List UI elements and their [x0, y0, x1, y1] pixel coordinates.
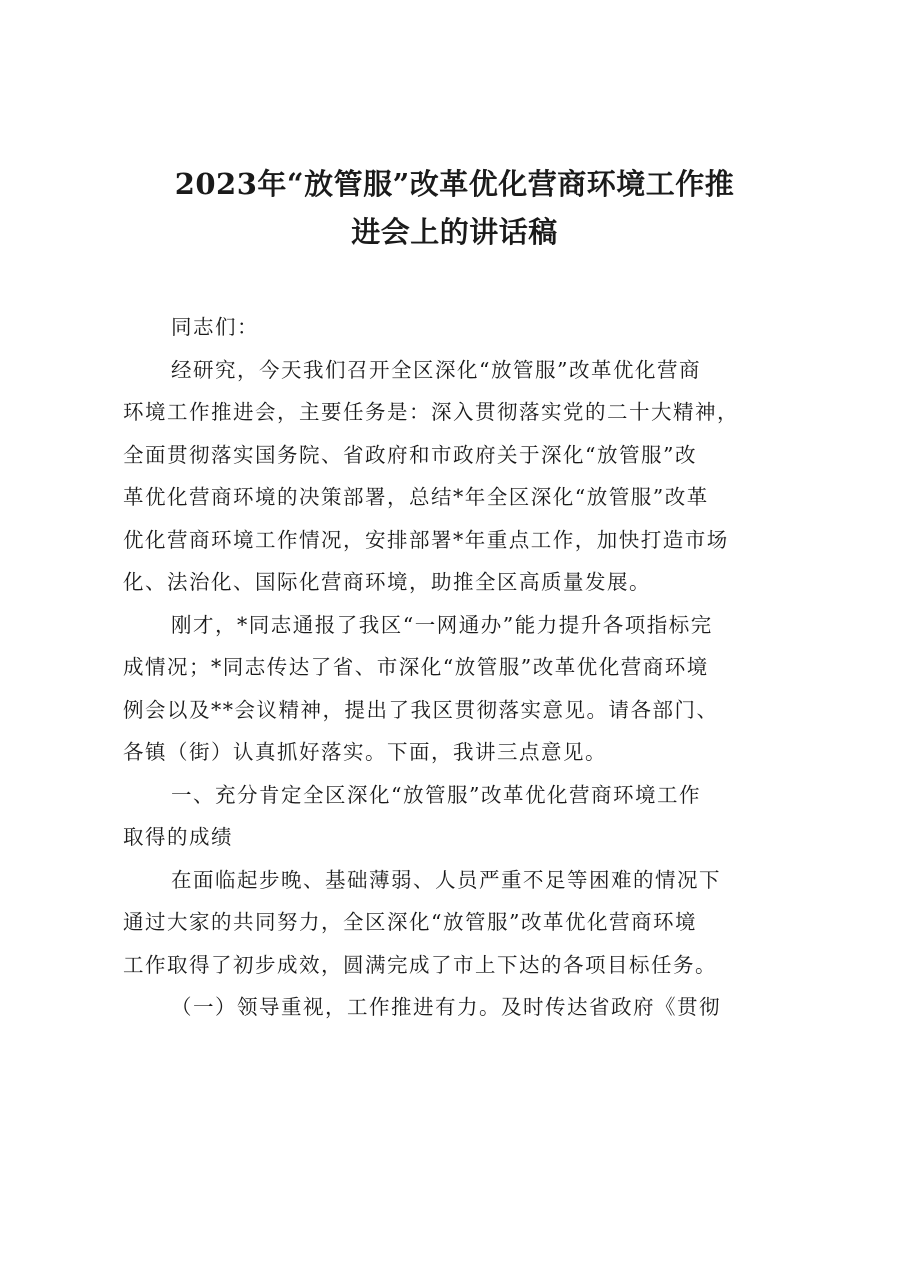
paragraph-line: 革优化营商环境的决策部署，总结*年全区深化“放管服”改革 — [123, 485, 709, 509]
section-heading — [123, 774, 795, 859]
paragraph-line: 经研究，今天我们召开全区深化“放管服”改革优化营商 — [171, 357, 701, 382]
title-line-2: 进会上的讲话稿 — [351, 215, 558, 249]
paragraph-line: 例会以及**会议精神，提出了我区贯彻落实意见。请各部门、 — [123, 697, 719, 722]
paragraph-line: 同志们： — [171, 315, 259, 339]
heading-line: 一、充分肯定全区深化“放管服”改革优化营商环境工作 — [171, 782, 701, 807]
paragraph-intro — [123, 349, 795, 604]
heading-line: 取得的成绩 — [123, 825, 233, 849]
document-title — [100, 160, 809, 256]
salutation — [123, 306, 795, 349]
paragraph-achievements — [123, 859, 795, 987]
title-line-1: 2023年“放管服”改革优化营商环境工作推 — [174, 167, 735, 201]
paragraph-line: 成情况；*同志传达了省、市深化“放管服”改革优化营商环境 — [123, 655, 709, 679]
paragraph-line: 工作取得了初步成效，圆满完成了市上下达的各项目标任务。 — [123, 952, 717, 977]
paragraph-line: 环境工作推进会，主要任务是：深入贯彻落实党的二十大精神， — [123, 400, 739, 424]
paragraph-line: 各镇（街）认真抓好落实。下面，我讲三点意见。 — [123, 740, 607, 764]
paragraph-line: 通过大家的共同努力，全区深化“放管服”改革优化营商环境 — [123, 910, 697, 934]
paragraph-line: 化、法治化、国际化营商环境，助推全区高质量发展。 — [123, 570, 651, 594]
paragraph-line: 全面贯彻落实国务院、省政府和市政府关于深化“放管服”改 — [123, 442, 697, 467]
paragraph-line: 优化营商环境工作情况，安排部署*年重点工作，加快打造市场 — [123, 527, 729, 552]
paragraph-report — [123, 604, 795, 774]
paragraph-line: 在面临起步晚、基础薄弱、人员严重不足等困难的情况下 — [171, 867, 721, 892]
paragraph-line: （一）领导重视，工作推进有力。及时传达省政府《贯彻 — [171, 995, 721, 1019]
document-body — [123, 306, 795, 1029]
paragraph-subsection-1 — [123, 986, 795, 1029]
paragraph-line: 刚才，*同志通报了我区“一网通办”能力提升各项指标完 — [171, 612, 713, 637]
